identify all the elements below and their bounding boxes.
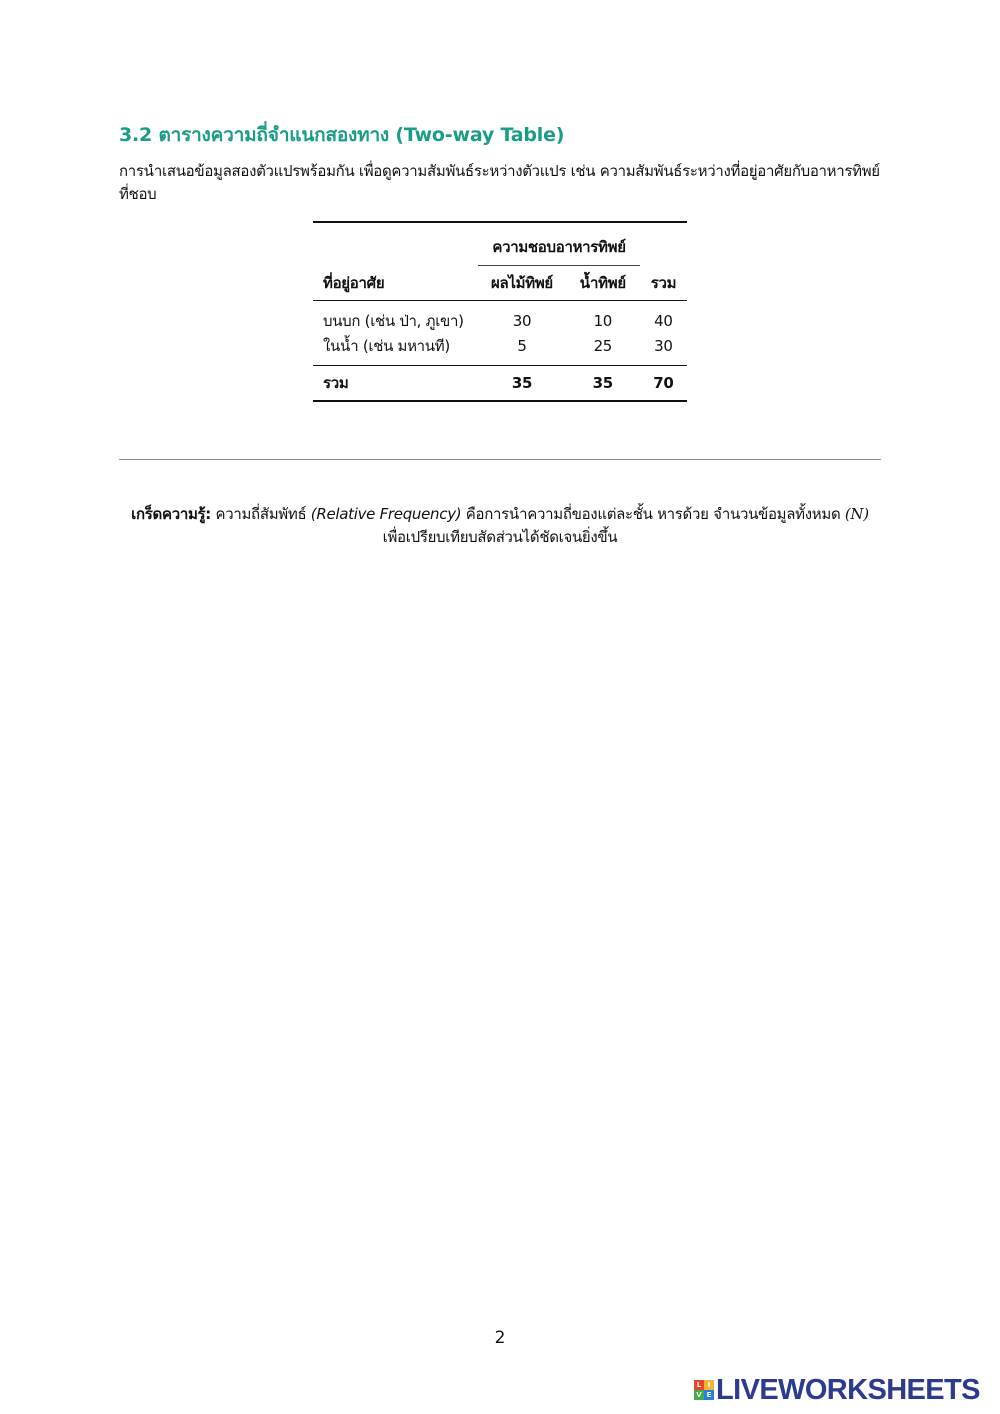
total-cell: 70 [653,374,674,392]
logo-letter: I [704,1380,714,1390]
tip-text: คือการนำความถี่ของแต่ละชั้น หารด้วย จำนวนข้อมูลทั้งหมด [461,505,845,523]
table-cell: 30 [654,337,673,355]
two-way-table [313,221,687,402]
tip-symbol: (N) [844,505,869,523]
logo-letter: V [694,1390,704,1400]
table-row-header: ที่อยู่อาศัย [323,273,385,292]
page-number: 2 [494,1328,506,1348]
tip-note [119,503,881,549]
section-divider [119,459,881,460]
table-cell: 25 [593,337,613,355]
row-label: ในน้ำ (เช่น มหานที) [323,337,450,355]
table-cell: 5 [517,337,527,355]
tip-term: (Relative Frequency) [310,505,462,523]
table-header-row [313,266,687,301]
table-column-header: รวม [650,273,677,292]
table-total-row [313,366,687,402]
tip-text: เพื่อเปรียบเทียบสัดส่วนได้ชัดเจนยิ่งขึ้น [382,528,618,546]
intro-paragraph: การนำเสนอข้อมูลสองตัวแปรพร้อมกัน เพื่อดูความสัมพันธ์ระหว่างตัวแปร เช่น ความสัมพันธ์ระหว่างที่อยู่อาศัยกับอาหารทิพย์ที่ชอบ [119,162,880,203]
table-cell: 40 [654,312,673,330]
table-column-header: น้ำทิพย์ [579,274,626,292]
table-group-header: ความชอบอาหารทิพย์ [478,222,640,266]
brand-name: LIVEWORKSHEETS [716,1373,980,1406]
total-label: รวม [323,374,349,392]
total-cell: 35 [592,374,613,392]
table-empty-header [640,222,687,266]
row-label: บนบก (เช่น ป่า, ภูเขา) [323,312,464,330]
section-heading: 3.2 ตารางความถี่จำแนกสองทาง (Two-way Table) [119,124,565,146]
liveworksheets-icon [694,1380,714,1400]
liveworksheets-logo [694,1373,980,1406]
logo-letter: E [704,1390,714,1400]
table-header-row-group [313,222,687,266]
table-row [313,333,687,366]
table-corner-cell [313,222,478,266]
tip-lead: เกร็ดความรู้: [131,505,212,523]
table-cell: 30 [512,312,532,330]
total-cell: 35 [511,374,533,392]
tip-text: ความถี่สัมพัทธ์ [211,505,311,523]
table-row [313,301,687,334]
table-cell: 10 [593,312,613,330]
logo-letter: L [694,1380,704,1390]
table-column-header: ผลไม้ทิพย์ [491,274,553,292]
